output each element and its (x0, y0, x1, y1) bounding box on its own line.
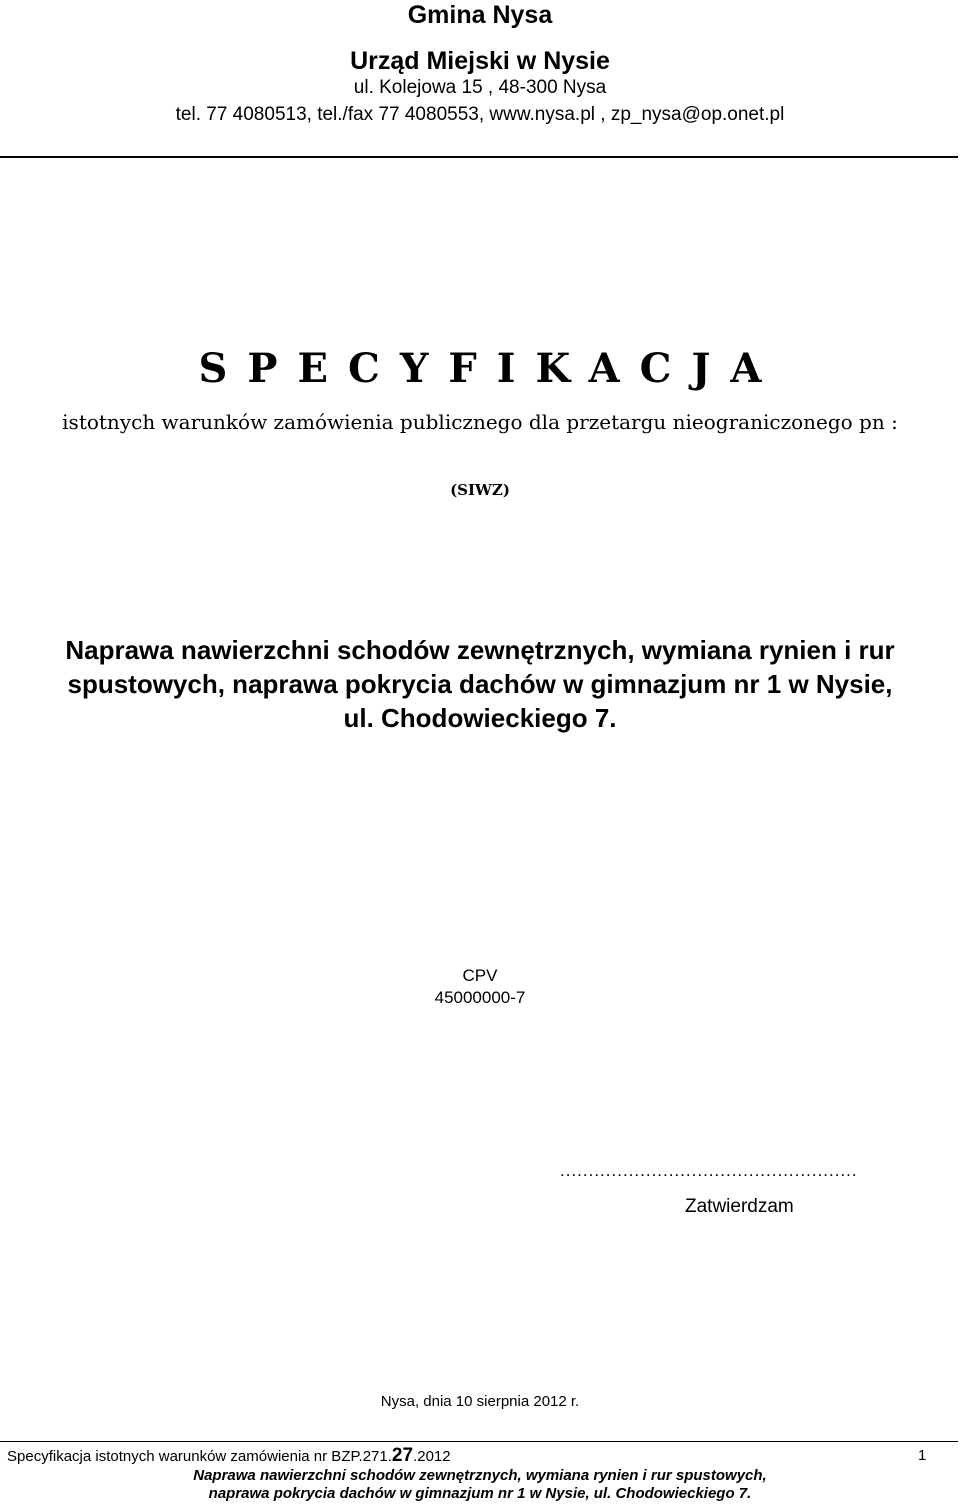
office-address: ul. Kolejowa 15 , 48-300 Nysa (353, 77, 607, 98)
footer-subject-line: Naprawa nawierzchni schodów zewnętrznych, wymiana rynien i rur spustowych, (193, 1467, 767, 1484)
document-subtitle: istotnych warunków zamówienia publicznego dla przetargu nieograniczonego pn : (62, 410, 898, 434)
footer-ref-number: 27 (391, 1445, 414, 1466)
subject-line: Naprawa nawierzchni schodów zewnętrznych, wymiana rynien i rur (65, 635, 895, 665)
signature-line: .................................................... (560, 1161, 858, 1180)
document-title: SPECYFIKACJA (198, 345, 782, 392)
footer-ref-suffix: .2012 (413, 1448, 451, 1465)
subject-line: spustowych, naprawa pokrycia dachów w gimnazjum nr 1 w Nysie, (67, 669, 893, 699)
footer-divider (0, 1441, 958, 1442)
municipality-name: Gmina Nysa (407, 1, 553, 29)
place-and-date: Nysa, dnia 10 sierpnia 2012 r. (380, 1393, 580, 1410)
document-abbreviation: (SIWZ) (450, 481, 510, 499)
approval-label: Zatwierdzam (685, 1196, 794, 1217)
office-contact: tel. 77 4080513, tel./fax 77 4080553, www.nysa.pl , zp_nysa@op.onet.pl (175, 104, 785, 125)
footer-ref-prefix: Specyfikacja istotnych warunków zamówienia nr BZP.271. (7, 1448, 392, 1465)
office-name: Urząd Miejski w Nysie (350, 47, 610, 75)
cpv-label: CPV (462, 966, 498, 985)
footer-subject-line: naprawa pokrycia dachów w gimnazjum nr 1 w Nysie, ul. Chodowieckiego 7. (208, 1485, 752, 1502)
page-number: 1 (918, 1447, 927, 1464)
footer-reference (7, 1445, 451, 1468)
subject-line: ul. Chodowieckiego 7. (343, 703, 617, 733)
header-divider (0, 156, 958, 158)
cpv-code: 45000000-7 (434, 988, 526, 1007)
